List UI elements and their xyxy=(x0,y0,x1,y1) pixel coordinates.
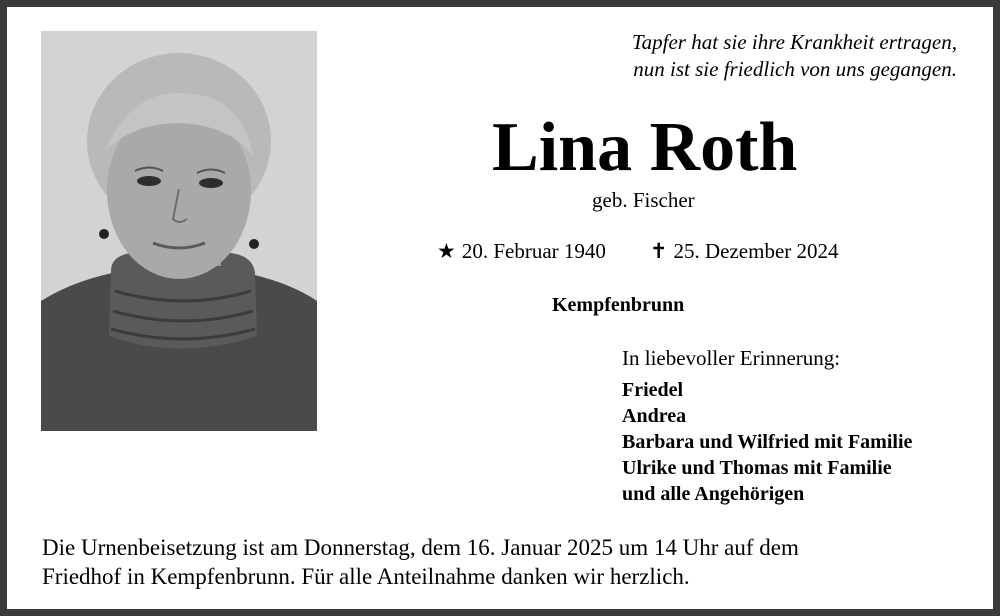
quote-line-2: nun ist sie friedlich von uns gegangen. xyxy=(633,57,957,81)
mourner-name: Ulrike und Thomas mit Familie xyxy=(622,457,892,479)
mourner-name: Andrea xyxy=(622,405,687,427)
funeral-notice xyxy=(42,533,799,591)
mourners-list xyxy=(622,377,912,507)
death-cross-icon: ✝ xyxy=(649,239,668,263)
mourner-name: Barbara und Wilfried mit Familie xyxy=(622,431,913,453)
maiden-name: geb. Fischer xyxy=(592,188,695,212)
birth-star-icon: ★ xyxy=(437,239,456,263)
memory-intro: In liebevoller Erinnerung: xyxy=(622,346,841,370)
funeral-notice-line-1: Die Urnenbeisetzung ist am Donnerstag, dem 16. Januar 2025 um 14 Uhr auf dem xyxy=(42,535,799,560)
mourner-name: und alle Angehörigen xyxy=(622,483,805,505)
life-dates xyxy=(437,239,839,264)
quote xyxy=(537,29,957,83)
residence-place: Kempfenbrunn xyxy=(552,294,685,316)
deceased-name: Lina Roth xyxy=(492,109,798,186)
quote-line-1: Tapfer hat sie ihre Krankheit ertragen, xyxy=(631,30,957,54)
birth-date: 20. Februar 1940 xyxy=(461,239,606,263)
mourner-name: Friedel xyxy=(622,379,684,401)
death-date: 25. Dezember 2024 xyxy=(673,239,839,263)
portrait-image xyxy=(41,31,317,431)
funeral-notice-line-2: Friedhof in Kempfenbrunn. Für alle Anteilnahme danken wir herzlich. xyxy=(42,564,690,589)
portrait-photo xyxy=(41,31,317,431)
obituary-card xyxy=(7,7,993,609)
